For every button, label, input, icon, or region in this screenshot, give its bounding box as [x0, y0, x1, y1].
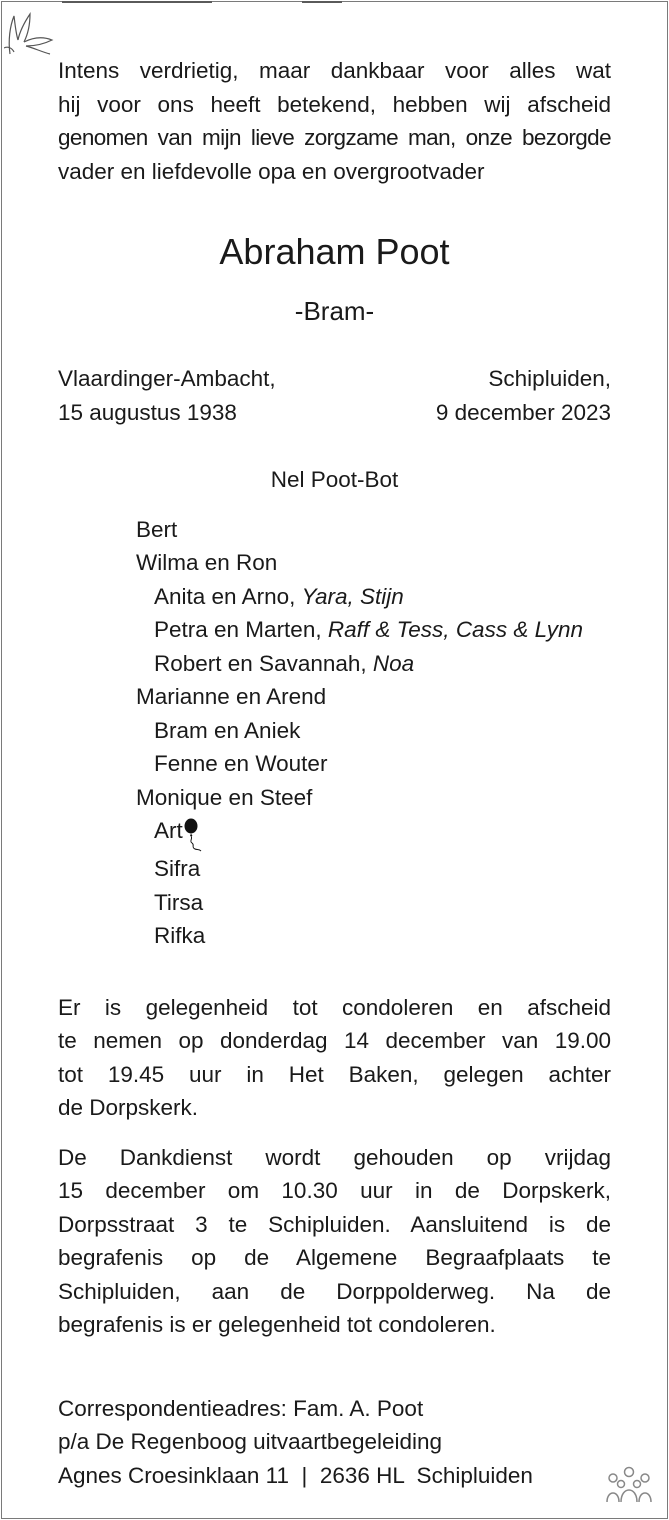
butterfly-icon [4, 10, 56, 56]
service-line: begrafenis is er gelegenheid tot condoleren. [58, 1312, 496, 1337]
intro-line: hij voor ons heeft betekend, hebben wij afscheid [58, 91, 611, 117]
balloon-icon [182, 818, 204, 852]
condolence-line: Er is gelegenheid tot condoleren en afscheid [58, 994, 611, 1020]
correspondence-address [58, 1392, 611, 1493]
family-member: Wilma en Ron [136, 550, 278, 575]
intro-line: genomen van mijn lieve zorgzame man, onze bezorgde [58, 125, 611, 150]
condolence-line: tot 19.45 uur in Het Baken, gelegen achter [58, 1061, 611, 1087]
condolence-line: de Dorpskerk. [58, 1095, 199, 1120]
death-date: 9 december 2023 [435, 399, 611, 425]
family-group-icon [605, 1464, 653, 1504]
spouse-name: Nel Poot-Bot [270, 467, 399, 492]
grandchild-name: Art [154, 818, 183, 843]
birth-place: Vlaardinger-Ambacht, [58, 366, 276, 391]
family-list [136, 513, 611, 953]
service-line: 15 december om 10.30 uur in de Dorpskerk, [58, 1178, 611, 1203]
top-border-accent [62, 1, 212, 3]
service-line: Schipluiden, aan de Dorppolderweg. Na de [58, 1278, 611, 1304]
great-grandchildren: Raff & Tess, Cass & Lynn [327, 617, 583, 642]
intro-text [58, 54, 611, 188]
family-member: Fenne en Wouter [154, 751, 328, 776]
family-member: Tirsa [154, 889, 204, 915]
birth-death-dates [58, 362, 611, 429]
intro-line: vader en liefdevolle opa en overgrootvader [58, 158, 485, 184]
birth-info [58, 362, 276, 429]
address-line: p/a De Regenboog uitvaartbegeleiding [58, 1429, 443, 1454]
great-grandchildren: Noa [372, 650, 415, 676]
grandchild-name: Robert en Savannah, [154, 650, 373, 676]
service-line: begrafenis op de Algemene Begraafplaats te [58, 1245, 611, 1270]
service-line: Dorpsstraat 3 te Schipluiden. Aansluitend is de [58, 1211, 611, 1237]
death-place: Schipluiden, [488, 366, 611, 391]
family-member [136, 580, 611, 614]
grandchild-name: Petra en Marten, [154, 617, 328, 642]
family-member [136, 647, 611, 681]
service-line: De Dankdienst wordt gehouden op vrijdag [58, 1144, 611, 1170]
intro-line: Intens verdrietig, maar dankbaar voor alles wat [58, 58, 611, 83]
family-member: Sifra [154, 856, 201, 881]
address-line: Correspondentieadres: Fam. A. Poot [58, 1395, 424, 1421]
death-info [436, 362, 611, 429]
condolence-line: te nemen op donderdag 14 december van 19.00 [58, 1028, 611, 1053]
deceased-nickname: -Bram- [294, 296, 375, 326]
condolence-text [58, 991, 611, 1125]
great-grandchildren: Yara, Stijn [301, 583, 404, 609]
birth-date: 15 augustus 1938 [58, 399, 237, 425]
grandchild-name: Anita en Arno, [154, 583, 302, 609]
deceased-name: Abraham Poot [219, 231, 450, 272]
family-member: Monique en Steef [136, 784, 313, 810]
family-member: Bert [136, 516, 178, 542]
family-member [136, 814, 611, 852]
address-line: Agnes Croesinklaan 11 | 2636 HL Schipluiden [58, 1462, 533, 1488]
service-text [58, 1141, 611, 1342]
obituary-content [58, 54, 611, 1492]
obituary-card [1, 1, 668, 1519]
top-border-accent-2 [302, 1, 342, 3]
family-member: Rifka [154, 923, 206, 948]
family-member [136, 613, 611, 647]
family-member: Marianne en Arend [136, 684, 327, 709]
family-member: Bram en Aniek [154, 717, 301, 743]
